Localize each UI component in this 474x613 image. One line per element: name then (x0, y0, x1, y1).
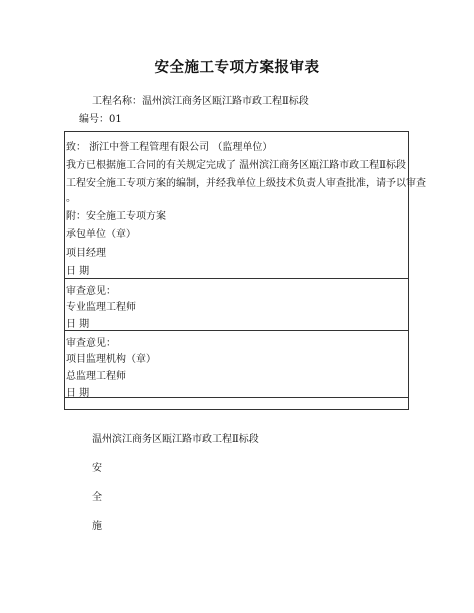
body-line-3: 。 (66, 193, 76, 204)
table-divider-1 (64, 278, 409, 279)
vertical-char-2: 全 (92, 492, 102, 503)
vertical-char-1: 安 (92, 463, 102, 474)
footer-project-name: 温州滨江商务区瓯江路市政工程Ⅱ标段 (92, 434, 259, 445)
document-number: 编号：01 (79, 114, 122, 125)
specialist-engineer-line: 专业监理工程师 (66, 302, 136, 313)
attachment-line: 附：安全施工专项方案 (66, 211, 166, 222)
body-line-1: 我方已根据施工合同的有关规定完成了 温州滨江商务区瓯江路市政工程Ⅱ标段 (66, 160, 406, 171)
vertical-char-3: 施 (92, 521, 102, 532)
project-name: 工程名称：温州滨江商务区瓯江路市政工程Ⅱ标段 (92, 96, 309, 107)
date-line-1: 日 期 (66, 266, 90, 277)
body-line-2: 工程安全施工专项方案的编制，并经我单位上级技术负责人审查批准，请予以审查 (66, 178, 426, 189)
date-line-3: 日 期 (66, 388, 90, 399)
supervision-org-line: 项目监理机构（章） (66, 354, 156, 365)
project-manager-line: 项目经理 (66, 248, 106, 259)
chief-engineer-line: 总监理工程师 (66, 371, 126, 382)
table-divider-3 (64, 397, 409, 398)
table-divider-2 (64, 330, 409, 331)
document-title: 安全施工专项方案报审表 (154, 59, 320, 76)
review-opinion-1: 审查意见： (66, 286, 116, 297)
addressee-line: 致： 浙江中誉工程管理有限公司 （监理单位） (66, 142, 273, 153)
contractor-line: 承包单位（章） (66, 229, 136, 240)
review-opinion-2: 审查意见： (66, 338, 116, 349)
date-line-2: 日 期 (66, 319, 90, 330)
